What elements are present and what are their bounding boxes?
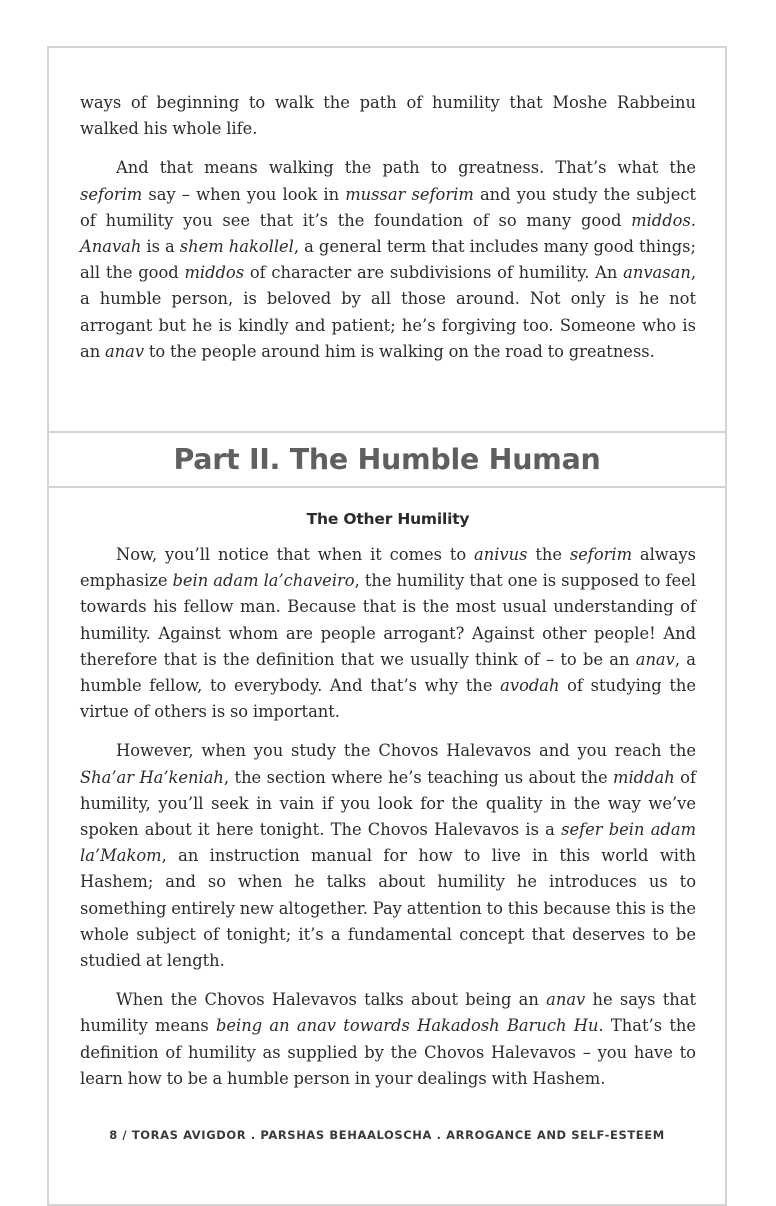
part-title: Part II. The Humble Human [173, 443, 601, 476]
paragraph [80, 542, 696, 725]
section-two [49, 510, 725, 1105]
text: , an instruction manual for how to live in this world with Hashem; and so when he talks about humility he introduces us to something entirely new altogether. Pay attention to this because this is the whole subject of tonight; it’s a fundamental concept that deserves to be studied at length. [80, 846, 696, 971]
italic-term: shem hakollel [179, 237, 294, 257]
text: ways of beginning to walk the path of humility that Moshe Rabbeinu walked his whole life. [80, 93, 696, 139]
text: And that means walking the path to greatness. That’s what the [116, 158, 696, 178]
italic-term: Anavah [80, 237, 142, 257]
text: the [527, 545, 570, 564]
text: . [690, 210, 696, 230]
italic-term: sefer bein adam la’Makom [80, 820, 697, 866]
text: When the Chovos Halevavos talks about being an [116, 990, 547, 1010]
text: is a [141, 237, 180, 257]
italic-term: seforim [80, 184, 143, 204]
text: . That’s the definition of humility as supplied by the Chovos Halevavos – you have to learn how to be a humble person in your dealings with Hashem. [80, 1016, 697, 1088]
text: to the people around him is walking on the road to greatness. [144, 341, 655, 361]
italic-term: mussar seforim [345, 184, 474, 204]
text: always emphasize [80, 545, 697, 591]
italic-term: Sha’ar Ha’keniah [80, 767, 224, 787]
italic-term: being an anav towards Hakadosh Baruch Hu [215, 1016, 599, 1036]
italic-term: middos [631, 210, 691, 230]
paragraph [80, 90, 696, 142]
text: of character are subdivisions of humility. An [244, 263, 624, 283]
text: and you study the subject of humility you see that it’s the foundation of so many good [80, 184, 696, 230]
text: , a humble person, is beloved by all those around. Not only is he not arrogant but he is kindly and patient; he’s forgiving too. Someone who is an [80, 263, 696, 361]
subheading: The Other Humility [306, 510, 470, 528]
text: However, when you study the Chovos Halevavos and you reach the [116, 741, 696, 761]
page-frame [47, 46, 727, 1206]
paragraph [80, 155, 696, 365]
text: of studying the virtue of others is so important. [80, 676, 696, 722]
text: , a humble fellow, to everybody. And that’s why the [80, 649, 696, 696]
italic-term: middah [613, 767, 675, 787]
paragraph [80, 738, 696, 974]
text: , the section where he’s teaching us about the [223, 767, 614, 787]
italic-term: middos [184, 263, 245, 283]
paragraph [80, 987, 696, 1092]
italic-term: bein adam la’chaveiro [172, 571, 355, 591]
divider [49, 486, 725, 488]
italic-term: anvasan [623, 263, 691, 283]
italic-term: seforim [569, 545, 633, 564]
text: , a general term that includes many good things; all the good [80, 237, 696, 283]
section-one [49, 90, 725, 378]
italic-term: anav [104, 341, 145, 361]
text: Now, you’ll notice that when it comes to [116, 545, 475, 564]
italic-term: anav [546, 990, 586, 1010]
text: , the humility that one is supposed to feel towards his fellow man. Because that is the most usual understanding of humility. Against whom are people arrogant? Against other people! And therefore that is the definition that we usually think of – to be an [80, 571, 696, 669]
text: say – when you look in [142, 184, 346, 204]
italic-term: avodah [500, 676, 560, 696]
text: of humility, you’ll seek in vain if you look for the quality in the way we’ve spoken about it here tonight. The Chovos Halevavos is a [80, 767, 696, 840]
italic-term: anivus [474, 545, 528, 564]
italic-term: anav [635, 649, 675, 669]
page-footer: 8 / TORAS AVIGDOR . PARSHAS BEHAALOSCHA . ARROGANCE AND SELF-ESTEEM [109, 1128, 665, 1142]
text: he says that humility means [80, 990, 696, 1036]
